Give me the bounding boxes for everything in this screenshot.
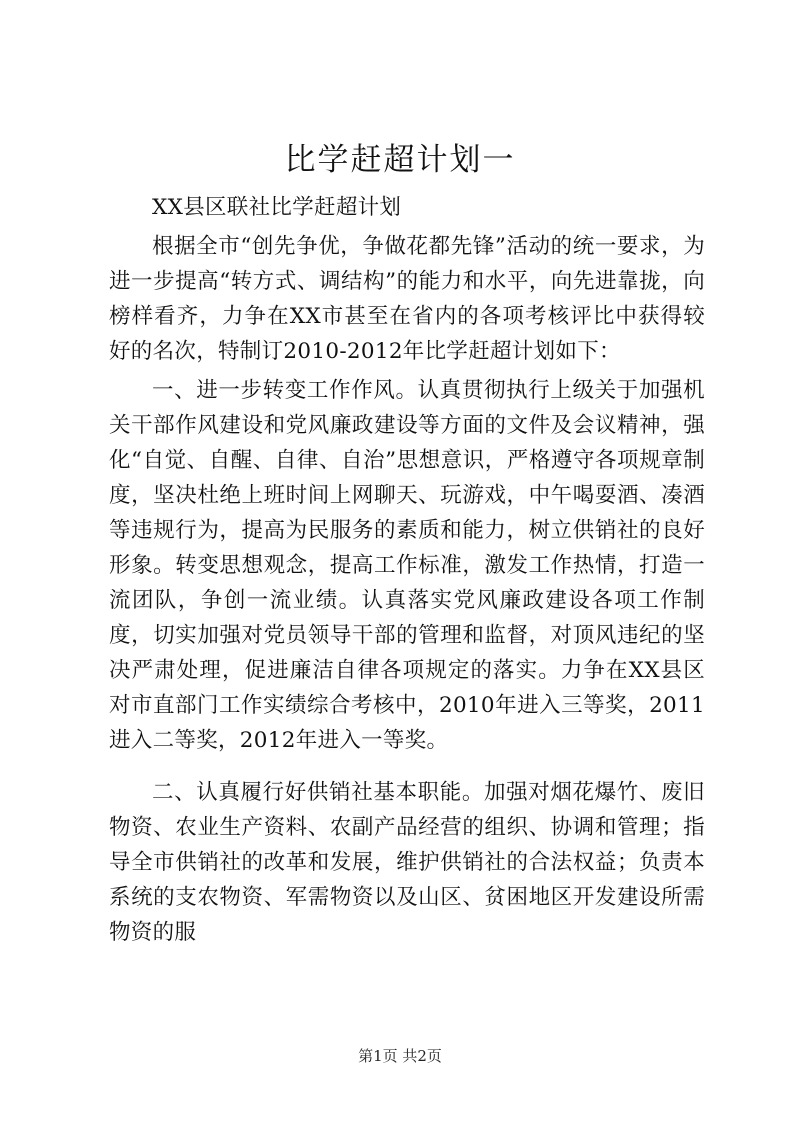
- paragraph-section-1: 一、进一步转变工作作风。认真贯彻执行上级关于加强机关干部作风建设和党风廉政建设等方面的文件及会议精神，强化“自觉、自醒、自律、自治”思想意识，严格遵守各项规章制度，坚决杜绝上班时间上网聊天、玩游戏，中午喝耍酒、凑酒等违规行为，提高为民服务的素质和能力，树立供销社的良好形象。转变思想观念，提高工作标准，激发工作热情，打造一流团队，争创一流业绩。认真落实党风廉政建设各项工作制度，切实加强对党员领导干部的管理和监督，对顶风违纪的坚决严肃处理，促进廉洁自律各项规定的落实。力争在XX县区对市直部门工作实绩综合考核中，2010年进入三等奖，2011进入二等奖，2012年进入一等奖。: [109, 378, 705, 753]
- paragraph-spacer: [109, 758, 705, 775]
- document-title: 比学赶超计划一: [284, 142, 516, 178]
- document-body: [109, 190, 705, 950]
- document-subtitle: XX县区联社比学赶超计划: [152, 195, 402, 220]
- paragraph-intro: 根据全市“创先争优，争做花都先锋”活动的统一要求，为进一步提高“转方式、调结构”的能力和水平，向先进靠拢，向榜样看齐，力争在XX市甚至在省内的各项考核评比中获得较好的名次，特制订2010-2012年比学赶超计划如下：: [109, 234, 705, 364]
- page-number-footer: 第1页 共2页: [358, 1047, 442, 1065]
- paragraph-section-2: 二、认真履行好供销社基本职能。加强对烟花爆竹、废旧物资、农业生产资料、农副产品经营的组织、协调和管理；指导全市供销社的改革和发展，维护供销社的合法权益；负责本系统的支农物资、军需物资以及山区、贫困地区开发建设所需物资的服: [109, 780, 705, 945]
